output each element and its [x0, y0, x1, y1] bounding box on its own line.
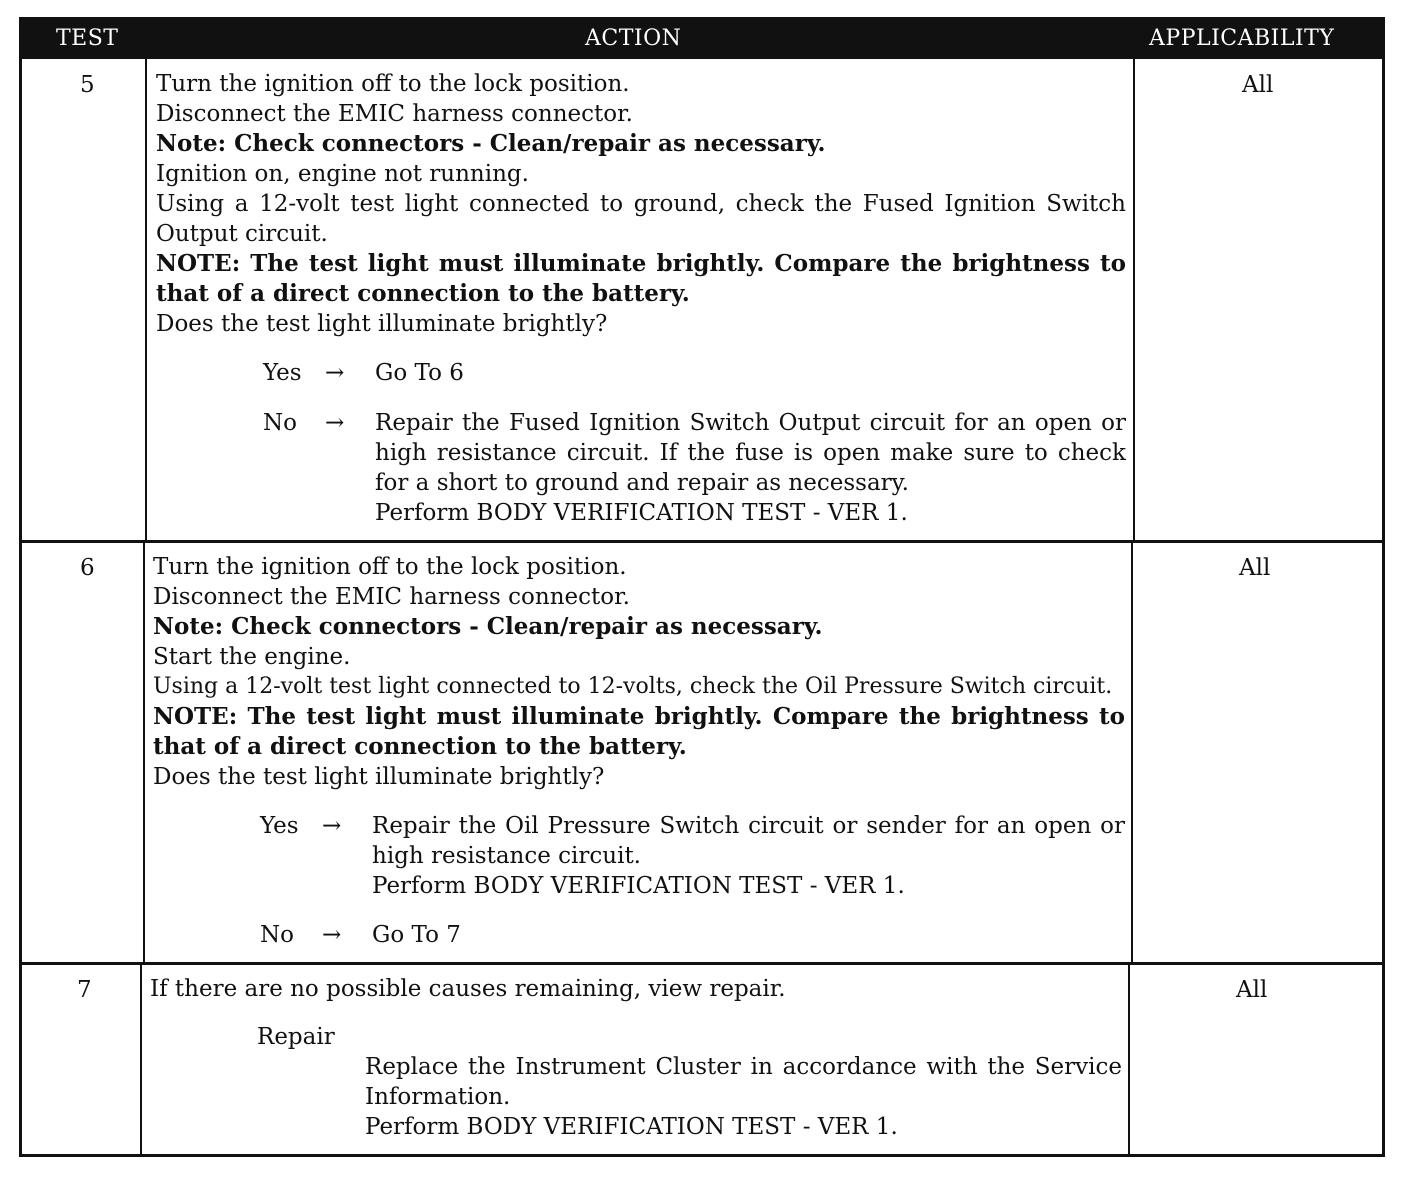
no-result: Go To 7: [372, 922, 461, 948]
table-header: [22, 20, 1382, 59]
applicability-value: All: [1242, 72, 1274, 98]
arrow-icon: →: [325, 410, 345, 436]
repair-text: Replace the Instrument Cluster in accordance with the Service Information.: [365, 1054, 1122, 1110]
yes-branch: [260, 811, 1125, 901]
no-result-action: Perform BODY VERIFICATION TEST - VER 1.: [375, 500, 908, 526]
step-text: Disconnect the EMIC harness connector.: [153, 584, 630, 610]
step-text: Turn the ignition off to the lock position.: [156, 71, 630, 97]
table-row-test-6: [22, 540, 1382, 964]
header-action: ACTION: [585, 26, 682, 51]
column-divider: [1133, 59, 1135, 542]
step-text: If there are no possible causes remaining, view repair.: [150, 976, 786, 1002]
no-result: Repair the Fused Ignition Switch Output circuit for an open or high resistance circuit. If the fuse is open make sure to check for a short to ground and repair as necessary.: [375, 410, 1126, 496]
step-text: Disconnect the EMIC harness connector.: [156, 101, 633, 127]
step-text: Using a 12-volt test light connected to ground, check the Fused Ignition Switch Output circuit.: [156, 191, 1126, 247]
test-number: 6: [80, 555, 95, 581]
no-label: No: [263, 410, 297, 436]
repair-action: Perform BODY VERIFICATION TEST - VER 1.: [365, 1114, 898, 1140]
yes-result: Repair the Oil Pressure Switch circuit or sender for an open or high resistance circuit.: [372, 813, 1125, 869]
arrow-icon: →: [325, 360, 345, 386]
step-text: Using a 12-volt test light connected to 12-volts, check the Oil Pressure Switch circuit.: [153, 674, 1113, 699]
action-cell: [150, 974, 1122, 1142]
column-divider: [140, 965, 142, 1157]
table-row-test-7: [22, 962, 1382, 1157]
note-text: NOTE: The test light must illuminate brightly. Compare the brightness to that of a direct connection to the battery.: [153, 703, 1125, 760]
header-test: TEST: [56, 26, 119, 51]
arrow-icon: →: [322, 813, 342, 839]
step-text: Turn the ignition off to the lock position.: [153, 554, 627, 580]
diagnostic-table: [19, 17, 1385, 1157]
no-branch: [260, 920, 1125, 950]
column-divider: [143, 543, 145, 964]
no-branch: [263, 408, 1126, 528]
applicability-value: All: [1239, 555, 1271, 581]
question-text: Does the test light illuminate brightly?: [156, 311, 608, 337]
question-text: Does the test light illuminate brightly?: [153, 764, 605, 790]
applicability-value: All: [1236, 977, 1268, 1003]
action-cell: [156, 69, 1126, 528]
note-text: Note: Check connectors - Clean/repair as necessary.: [153, 613, 823, 640]
arrow-icon: →: [322, 922, 342, 948]
test-number: 7: [77, 977, 92, 1003]
no-label: No: [260, 922, 294, 948]
test-number: 5: [80, 72, 95, 98]
table-row-test-5: [22, 59, 1382, 542]
column-divider: [145, 59, 147, 542]
yes-label: Yes: [263, 360, 302, 386]
step-text: Ignition on, engine not running.: [156, 161, 529, 187]
step-text: Start the engine.: [153, 644, 351, 670]
yes-result-action: Perform BODY VERIFICATION TEST - VER 1.: [372, 873, 905, 899]
repair-label: Repair: [257, 1024, 335, 1050]
note-text: NOTE: The test light must illuminate brightly. Compare the brightness to that of a direct connection to the battery.: [156, 250, 1126, 307]
yes-branch: [263, 358, 1126, 388]
column-divider: [1128, 965, 1130, 1157]
action-cell: [153, 552, 1125, 950]
note-text: Note: Check connectors - Clean/repair as necessary.: [156, 130, 826, 157]
yes-label: Yes: [260, 813, 299, 839]
yes-result: Go To 6: [375, 360, 464, 386]
column-divider: [1131, 543, 1133, 964]
header-applicability: APPLICABILITY: [1149, 26, 1335, 51]
